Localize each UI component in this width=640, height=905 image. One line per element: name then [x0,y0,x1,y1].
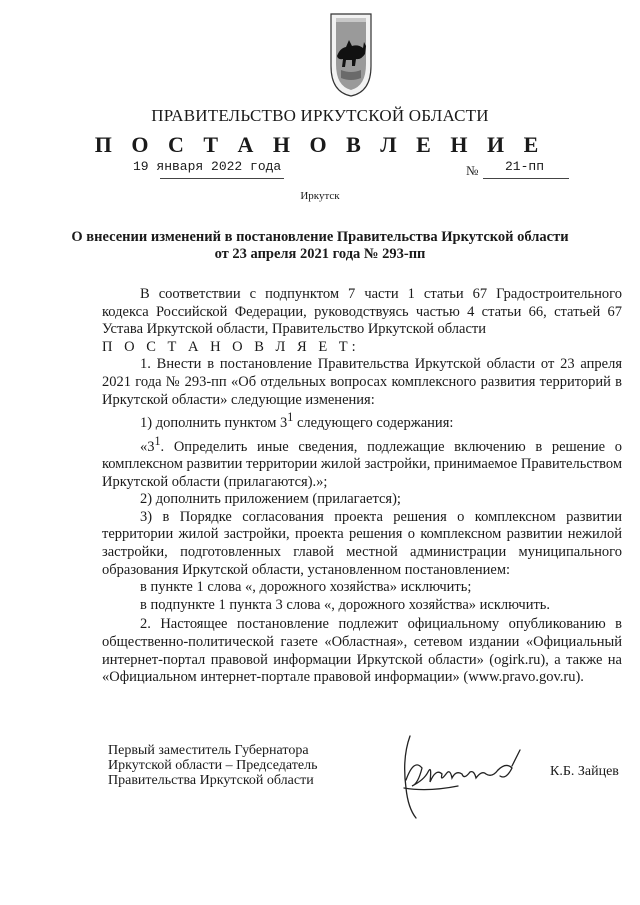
decree-word: П О С Т А Н О В Л Я Е Т: [102,338,360,355]
position-line-3: Правительства Иркутской области [108,773,314,788]
number-underline [483,178,569,179]
position-line-2: Иркутской области – Председатель [108,758,318,773]
document-subject [60,229,580,263]
position-line-1: Первый заместитель Губернатора [108,743,309,758]
quoted-point [102,433,622,492]
intro-paragraph: В соответствии с подпунктом 7 части 1 статьи 67 Градостроительного кодекса Российской Федерации, руководствуясь частью 4 статьи 66, статьей 67 Устава Иркутской области, Правительство Иркутской области [102,286,622,338]
signatory-name: К.Б. Зайцев [550,764,619,779]
document-body [102,286,622,687]
subject-line-2: от 23 апреля 2021 года № 293-пп [214,246,426,262]
quoted-point-superscript: 1 [154,433,161,448]
subject-line-1: О внесении изменений в постановление Правительства Иркутской области [71,229,569,245]
government-title: ПРАВИТЕЛЬСТВО ИРКУТСКОЙ ОБЛАСТИ [151,106,489,125]
item-1-1-prefix: 1) дополнить пунктом 3 [140,414,288,431]
item-1-3-a: в пункте 1 слова «, дорожного хозяйства» исключить; [140,579,472,596]
document-type: П О С Т А Н О В Л Е Н И Е [94,132,546,157]
quoted-point-prefix: «3 [140,438,155,455]
item-1-1 [102,409,622,432]
item-2: 2. Настоящее постановление подлежит официальному опубликованию в общественно-политической газете «Областная», сетевом издании «Официальный интернет-портал правовой информации Иркутской области» (ogirk.ru), а также на «Официальном интернет-портале правовой информации» (www.pravo.gov.ru). [102,616,622,686]
irkutsk-coat-of-arms-icon [328,12,374,98]
city-name: Иркутск [300,190,340,202]
date-underline [160,178,284,179]
item-1-3-b: в подпункте 1 пункта 3 слова «, дорожного хозяйства» исключить. [140,596,551,613]
item-1-1-superscript: 1 [287,410,294,425]
quoted-point-text: . Определить иные сведения, подлежащие включению в решение о комплексном развитии территории жилой застройки, принимаемое Правительством Иркутской области (прилагаются).»; [102,438,622,490]
number-sign: № [466,163,479,178]
document-date: 19 января 2022 года [133,159,282,174]
item-1: 1. Внести в постановление Правительства Иркутской области от 23 апреля 2021 года № 293-пп «Об отдельных вопросах комплексного развития территорий в Иркутской области» следующие изменения: [102,356,622,408]
handwritten-signature-icon [388,728,538,823]
item-1-1-suffix: следующего содержания: [293,414,454,431]
item-1-3: 3) в Порядке согласования проекта решения о комплексном развитии территории жилой застройки, проекта решения о комплексном развитии нежилой застройки, подготовленных главой местной администрации муниципального образования Иркутской области, установленном постановлением: [102,508,622,578]
signatory-position [108,743,348,788]
document-number: 21-пп [505,159,545,174]
item-1-2: 2) дополнить приложением (прилагается); [140,491,401,508]
